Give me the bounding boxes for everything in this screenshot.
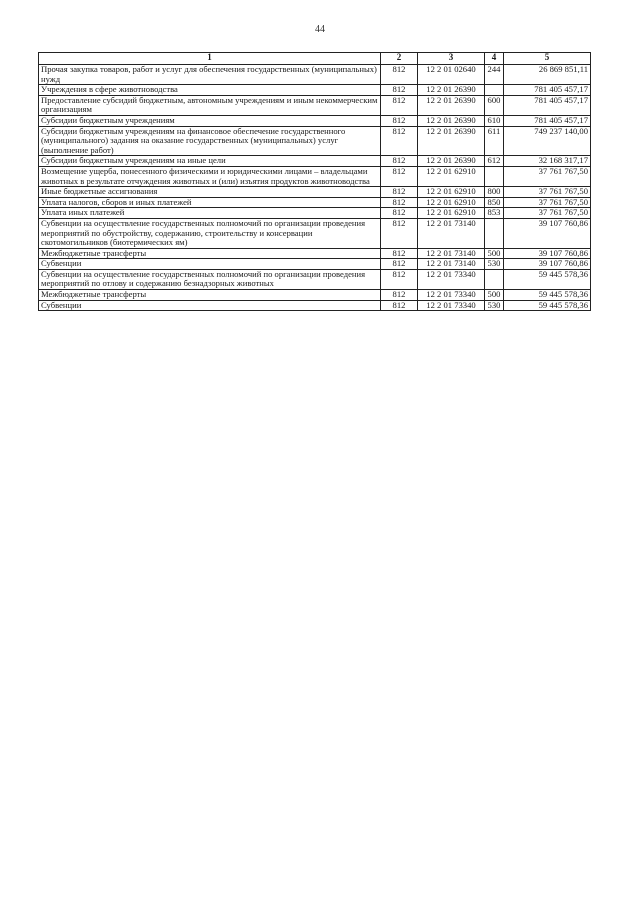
cell-expense-type xyxy=(485,166,504,186)
cell-department-code: 812 xyxy=(381,115,418,126)
cell-amount: 781 405 457,17 xyxy=(504,115,591,126)
cell-amount: 26 869 851,11 xyxy=(504,65,591,85)
table-row xyxy=(39,197,591,208)
cell-name: Межбюджетные трансферты xyxy=(39,248,381,259)
cell-expense-type: 244 xyxy=(485,65,504,85)
cell-target-article: 12 2 01 73140 xyxy=(418,218,485,248)
column-header-csr: 3 xyxy=(418,53,485,65)
cell-department-code: 812 xyxy=(381,248,418,259)
cell-name: Межбюджетные трансферты xyxy=(39,290,381,301)
cell-expense-type: 530 xyxy=(485,259,504,270)
cell-target-article: 12 2 01 73140 xyxy=(418,259,485,270)
table-row xyxy=(39,218,591,248)
table-row xyxy=(39,248,591,259)
cell-amount: 781 405 457,17 xyxy=(504,95,591,115)
cell-target-article: 12 2 01 73340 xyxy=(418,300,485,311)
cell-amount: 32 168 317,17 xyxy=(504,156,591,167)
table-row xyxy=(39,269,591,289)
column-header-sum: 5 xyxy=(504,53,591,65)
cell-amount: 749 237 140,00 xyxy=(504,126,591,156)
cell-expense-type: 500 xyxy=(485,248,504,259)
cell-amount: 59 445 578,36 xyxy=(504,269,591,289)
cell-name: Уплата налогов, сборов и иных платежей xyxy=(39,197,381,208)
table-row xyxy=(39,126,591,156)
column-header-ved: 2 xyxy=(381,53,418,65)
column-header-name: 1 xyxy=(39,53,381,65)
cell-target-article: 12 2 01 26390 xyxy=(418,115,485,126)
table-row xyxy=(39,290,591,301)
cell-name: Иные бюджетные ассигнования xyxy=(39,187,381,198)
cell-target-article: 12 2 01 26390 xyxy=(418,156,485,167)
cell-amount: 37 761 767,50 xyxy=(504,187,591,198)
cell-expense-type: 600 xyxy=(485,95,504,115)
cell-expense-type xyxy=(485,85,504,96)
cell-target-article: 12 2 01 02640 xyxy=(418,65,485,85)
cell-expense-type xyxy=(485,218,504,248)
cell-target-article: 12 2 01 26390 xyxy=(418,95,485,115)
cell-department-code: 812 xyxy=(381,218,418,248)
column-header-vr: 4 xyxy=(485,53,504,65)
cell-name: Субсидии бюджетным учреждениям на иные цели xyxy=(39,156,381,167)
cell-department-code: 812 xyxy=(381,126,418,156)
cell-expense-type: 610 xyxy=(485,115,504,126)
table-row xyxy=(39,156,591,167)
cell-name: Субвенции xyxy=(39,259,381,270)
table-row xyxy=(39,85,591,96)
cell-department-code: 812 xyxy=(381,85,418,96)
cell-name: Прочая закупка товаров, работ и услуг для обеспечения государственных (муниципальных) нужд xyxy=(39,65,381,85)
table-row xyxy=(39,259,591,270)
cell-expense-type: 800 xyxy=(485,187,504,198)
cell-target-article: 12 2 01 62910 xyxy=(418,187,485,198)
table-row xyxy=(39,300,591,311)
cell-target-article: 12 2 01 62910 xyxy=(418,208,485,219)
cell-expense-type: 850 xyxy=(485,197,504,208)
cell-amount: 37 761 767,50 xyxy=(504,208,591,219)
cell-name: Субсидии бюджетным учреждениям на финансовое обеспечение государственного (муниципального) задания на оказание государственных (муниципальных) услуг (выполнение работ) xyxy=(39,126,381,156)
cell-name: Субвенции на осуществление государственных полномочий по организации проведения мероприятий по отлову и содержанию безнадзорных животных xyxy=(39,269,381,289)
cell-name: Возмещение ущерба, понесенного физическими и юридическими лицами – владельцами животных в результате отчуждения животных и (или) изъятия продуктов животноводства xyxy=(39,166,381,186)
cell-expense-type: 530 xyxy=(485,300,504,311)
cell-name: Учреждения в сфере животноводства xyxy=(39,85,381,96)
cell-expense-type: 500 xyxy=(485,290,504,301)
cell-department-code: 812 xyxy=(381,65,418,85)
cell-amount: 59 445 578,36 xyxy=(504,300,591,311)
cell-expense-type: 612 xyxy=(485,156,504,167)
cell-name: Предоставление субсидий бюджетным, автономным учреждениям и иным некоммерческим организациям xyxy=(39,95,381,115)
cell-target-article: 12 2 01 73340 xyxy=(418,269,485,289)
cell-department-code: 812 xyxy=(381,95,418,115)
cell-target-article: 12 2 01 26390 xyxy=(418,126,485,156)
cell-name: Уплата иных платежей xyxy=(39,208,381,219)
cell-department-code: 812 xyxy=(381,166,418,186)
cell-department-code: 812 xyxy=(381,197,418,208)
table-row xyxy=(39,115,591,126)
cell-target-article: 12 2 01 73140 xyxy=(418,248,485,259)
cell-department-code: 812 xyxy=(381,300,418,311)
table-header-row xyxy=(39,53,591,65)
cell-department-code: 812 xyxy=(381,208,418,219)
cell-department-code: 812 xyxy=(381,269,418,289)
cell-amount: 37 761 767,50 xyxy=(504,197,591,208)
cell-amount: 59 445 578,36 xyxy=(504,290,591,301)
cell-amount: 39 107 760,86 xyxy=(504,248,591,259)
cell-amount: 39 107 760,86 xyxy=(504,218,591,248)
page-number: 44 xyxy=(315,24,325,35)
cell-amount: 37 761 767,50 xyxy=(504,166,591,186)
cell-department-code: 812 xyxy=(381,259,418,270)
cell-amount: 781 405 457,17 xyxy=(504,85,591,96)
cell-department-code: 812 xyxy=(381,187,418,198)
table-row xyxy=(39,187,591,198)
cell-expense-type xyxy=(485,269,504,289)
cell-amount: 39 107 760,86 xyxy=(504,259,591,270)
cell-name: Субвенции на осуществление государственных полномочий по организации проведения мероприятий по обустройству, содержанию, строительству и консервации скотомогильников (биотермических ям) xyxy=(39,218,381,248)
table-row xyxy=(39,208,591,219)
cell-target-article: 12 2 01 62910 xyxy=(418,197,485,208)
table-row xyxy=(39,166,591,186)
cell-target-article: 12 2 01 26390 xyxy=(418,85,485,96)
cell-department-code: 812 xyxy=(381,290,418,301)
cell-target-article: 12 2 01 62910 xyxy=(418,166,485,186)
cell-name: Субвенции xyxy=(39,300,381,311)
table-row xyxy=(39,95,591,115)
cell-expense-type: 853 xyxy=(485,208,504,219)
cell-expense-type: 611 xyxy=(485,126,504,156)
cell-name: Субсидии бюджетным учреждениям xyxy=(39,115,381,126)
budget-table xyxy=(38,52,591,311)
cell-department-code: 812 xyxy=(381,156,418,167)
table-row xyxy=(39,65,591,85)
cell-target-article: 12 2 01 73340 xyxy=(418,290,485,301)
